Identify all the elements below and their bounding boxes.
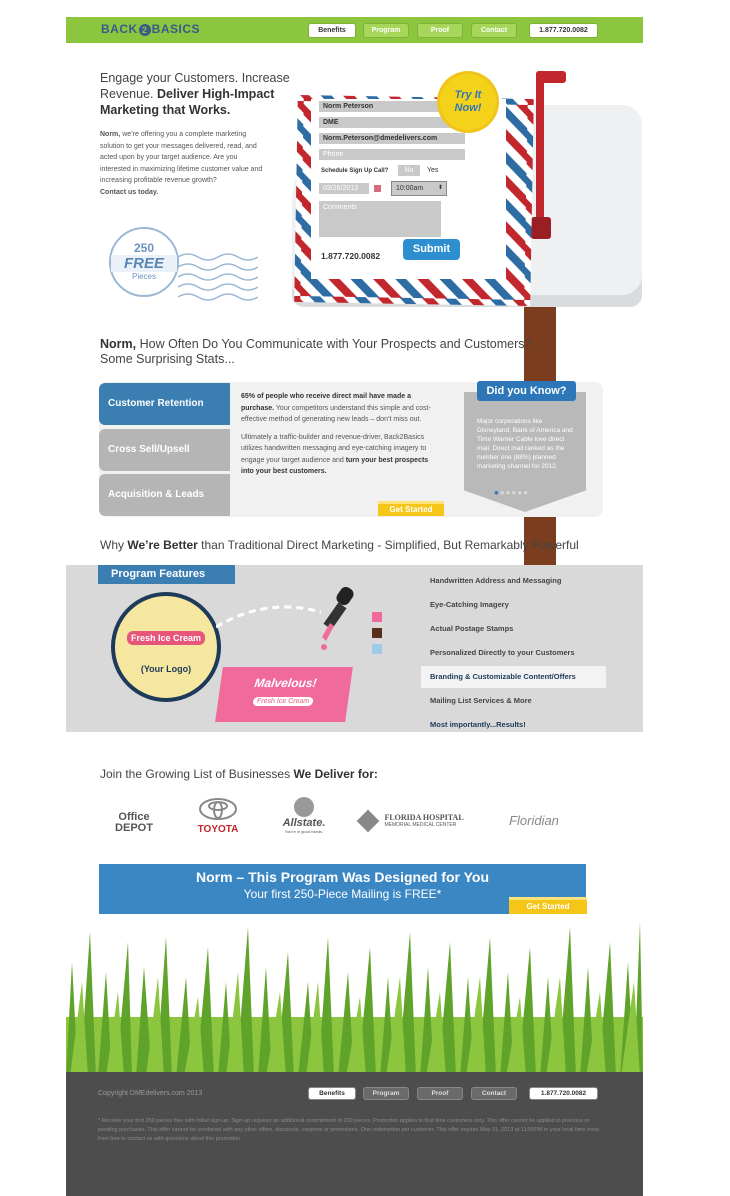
carousel-dots[interactable] xyxy=(494,488,529,497)
page xyxy=(66,17,643,1196)
clients-heading-bold: We Deliver for: xyxy=(293,767,378,781)
why-better-heading xyxy=(100,538,579,552)
nav-benefits[interactable]: Benefits xyxy=(308,23,356,38)
stats-p1-bold: 65% of people who receive direct mail have made a purchase. xyxy=(241,393,412,412)
carousel-dot[interactable]: ● xyxy=(517,488,524,497)
logo-mark: 2 xyxy=(139,24,151,36)
top-navbar xyxy=(66,17,643,43)
stamp-pieces: Pieces xyxy=(131,272,156,281)
email-field[interactable]: Norm.Peterson@dmedelivers.com xyxy=(319,133,465,144)
disclaimer: * Receive your first 250 pieces free with initial sign-up. Sign-up requires an additional commitment of 250 pieces. Promotion applies to first time customers only. This offer cannot be applied to previous or pending purchases. This offer cannot be combined with any other offers, discounts, coupons or promotions. One redemption per customer. This offer expires May 31, 2013 at 11:59PM in your local time zone. Feel free to contact us with questions about this promotion. xyxy=(98,1118,601,1142)
florida-hospital-logo xyxy=(360,812,470,830)
hero-title xyxy=(100,70,305,118)
footer-nav-benefits[interactable]: Benefits xyxy=(308,1087,356,1100)
burst-line2: Now! xyxy=(454,102,482,114)
banner-title: Norm – This Program Was Designed for You xyxy=(195,869,489,885)
banner-subtitle: Your first 250-Piece Mailing is FREE* xyxy=(243,887,442,901)
malvelous-card xyxy=(215,667,353,722)
stats-copy xyxy=(241,391,441,478)
florida-hospital-subtitle: MEMORIAL MEDICAL CENTER xyxy=(384,822,457,829)
allstate-emblem-icon xyxy=(294,797,314,817)
hero-title-bold: Deliver High-Impact Marketing that Works. xyxy=(100,87,275,117)
mailbox-flag-icon xyxy=(536,71,544,231)
your-logo-label: (Your Logo) xyxy=(140,664,192,674)
florida-hospital-wordmark: FLORIDA HOSPITAL xyxy=(384,813,464,823)
your-logo-badge xyxy=(111,592,221,702)
carousel-dot-active[interactable]: ● xyxy=(494,488,500,497)
card-headline: Malvelous! xyxy=(253,676,318,690)
toyota-wordmark: TOYOTA xyxy=(197,824,239,835)
form-phone-number: 1.877.720.0082 xyxy=(321,251,381,261)
fresh-ice-cream-logo: Fresh Ice Cream xyxy=(127,631,205,645)
submit-button[interactable]: Submit xyxy=(403,239,460,260)
toyota-emblem-icon xyxy=(198,797,238,821)
tab-cross-sell-upsell[interactable]: Cross Sell/Upsell xyxy=(99,429,230,471)
color-swatch-brown xyxy=(372,628,382,638)
feature-item[interactable]: Actual Postage Stamps xyxy=(430,624,514,633)
color-swatch-blue xyxy=(372,644,382,654)
footer-phone[interactable]: 1.877.720.0082 xyxy=(529,1087,598,1100)
feature-item[interactable]: Handwritten Address and Messaging xyxy=(430,576,562,585)
select-arrows-icon: ⬍ xyxy=(437,185,443,191)
copyright: Copyright DMEdelivers.com 2013 xyxy=(98,1090,203,1097)
mailbox-flag-base xyxy=(531,217,551,239)
stats-title-text: How Often Do You Communicate with Your Prospects and Customers? Some Surprising Stats... xyxy=(100,337,532,366)
mailbox-flag-top xyxy=(536,71,566,83)
florida-hospital-icon xyxy=(357,809,380,832)
postmark-waves-icon xyxy=(178,237,258,317)
hero-intro-name: Norm, xyxy=(100,131,121,138)
logo-text-back: BACK xyxy=(101,22,138,36)
eyedropper-icon xyxy=(316,585,364,655)
schedule-yes-button[interactable]: Yes xyxy=(427,167,439,174)
stats-p2-text: Ultimately a traffic-builder and revenue-driver, Back2Basics utilizes handwritten messaging and eye-catching imagery to engage your target audience and xyxy=(241,433,427,464)
footer-nav-program[interactable]: Program xyxy=(363,1087,409,1100)
tab-customer-retention[interactable]: Customer Retention xyxy=(99,383,230,425)
why-plain2: than Traditional Direct Marketing - Simplified, But Remarkably Powerful xyxy=(201,538,579,552)
try-it-now-badge[interactable] xyxy=(440,74,496,130)
nav-phone[interactable]: 1.877.720.0082 xyxy=(529,23,598,38)
footer-nav-contact[interactable]: Contact xyxy=(471,1087,517,1100)
hero-title-plain: Engage your Customers. Increase Revenue. xyxy=(100,71,290,101)
logo-text-basics: BASICS xyxy=(151,22,201,36)
feature-item[interactable]: Eye-Catching Imagery xyxy=(430,600,509,609)
date-field[interactable]: 03/26/2013 xyxy=(319,183,369,194)
comments-field[interactable]: Comments xyxy=(319,201,441,237)
feature-item[interactable]: Mailing List Services & More xyxy=(430,696,532,705)
feature-item[interactable]: Personalized Directly to your Customers xyxy=(430,648,575,657)
burst-line1: Try It xyxy=(454,89,482,101)
banner-get-started-button[interactable]: Get Started xyxy=(509,897,587,914)
carousel-dot[interactable]: ● xyxy=(523,488,530,497)
hero-intro-text: we’re offering you a complete marketing solution to get your messages delivered, read, and acted upon by your target audience. Are you interested in maximizing lifetime customer value and increasing profitable revenue growth? xyxy=(100,131,263,184)
schedule-call-label: Schedule Sign Up Call? xyxy=(321,168,389,174)
allstate-tagline: You're in good hands. xyxy=(284,829,324,834)
carousel-dot[interactable]: ● xyxy=(499,488,506,497)
carousel-dot[interactable]: ● xyxy=(505,488,512,497)
stats-title-name: Norm, xyxy=(100,337,137,351)
tab-acquisition-leads[interactable]: Acquisition & Leads xyxy=(99,474,230,516)
why-bold: We’re Better xyxy=(127,538,198,552)
dashed-arc-icon xyxy=(216,602,326,632)
time-value: 10:00am xyxy=(396,185,424,192)
color-swatch-pink xyxy=(372,612,382,622)
nav-proof[interactable]: Proof xyxy=(417,23,463,38)
phone-field[interactable]: Phone xyxy=(319,149,465,160)
toyota-logo xyxy=(190,797,246,835)
did-you-know-title: Did you Know? xyxy=(477,381,576,401)
name-field[interactable]: Norm Peterson xyxy=(319,101,465,112)
clients-heading xyxy=(100,767,378,781)
calendar-icon[interactable] xyxy=(374,185,381,192)
stamp-free: FREE xyxy=(111,255,177,272)
free-pieces-stamp xyxy=(109,227,179,297)
stats-p1-text: Your competitors understand this simple and cost-effective method of generating new leads – don’t miss out. xyxy=(241,404,431,423)
did-you-know-text: Major corporations like Disneyland, Bank of America and Time Warner Cable love direct mail. Direct mail ranked as the number one (88%) planned marketing channel for 2012. xyxy=(477,418,573,470)
company-field[interactable]: DME xyxy=(319,117,465,128)
footer-nav-proof[interactable]: Proof xyxy=(417,1087,463,1100)
time-select[interactable] xyxy=(391,181,447,196)
stats-title xyxy=(100,337,550,367)
hero-intro xyxy=(100,129,270,198)
allstate-logo xyxy=(276,797,332,834)
stats-get-started-button[interactable]: Get Started xyxy=(378,501,444,516)
feature-item[interactable]: Most importantly...Results! xyxy=(430,720,526,729)
stamp-number: 250 xyxy=(133,241,155,255)
card-logo: Fresh Ice Cream xyxy=(252,697,313,706)
office-depot-logo: Office DEPOT xyxy=(115,811,153,834)
why-plain1: Why xyxy=(100,538,124,552)
feature-item-active[interactable]: Branding & Customizable Content/Offers xyxy=(421,666,606,688)
grass-illustration xyxy=(66,922,643,1077)
nav-program[interactable]: Program xyxy=(363,23,409,38)
floridian-logo: Floridian xyxy=(509,813,559,828)
stats-p2-bold: turn your best prospects into your best customers. xyxy=(241,456,429,475)
schedule-no-button[interactable]: No xyxy=(398,165,420,176)
carousel-dot[interactable]: ● xyxy=(511,488,518,497)
program-features-ribbon: Program Features xyxy=(98,565,235,584)
hero-contact-line[interactable]: Contact us today. xyxy=(100,188,159,196)
nav-contact[interactable]: Contact xyxy=(471,23,517,38)
back2basics-logo[interactable] xyxy=(101,22,200,36)
clients-heading-plain: Join the Growing List of Businesses xyxy=(100,767,291,781)
allstate-wordmark: Allstate. xyxy=(282,817,326,829)
